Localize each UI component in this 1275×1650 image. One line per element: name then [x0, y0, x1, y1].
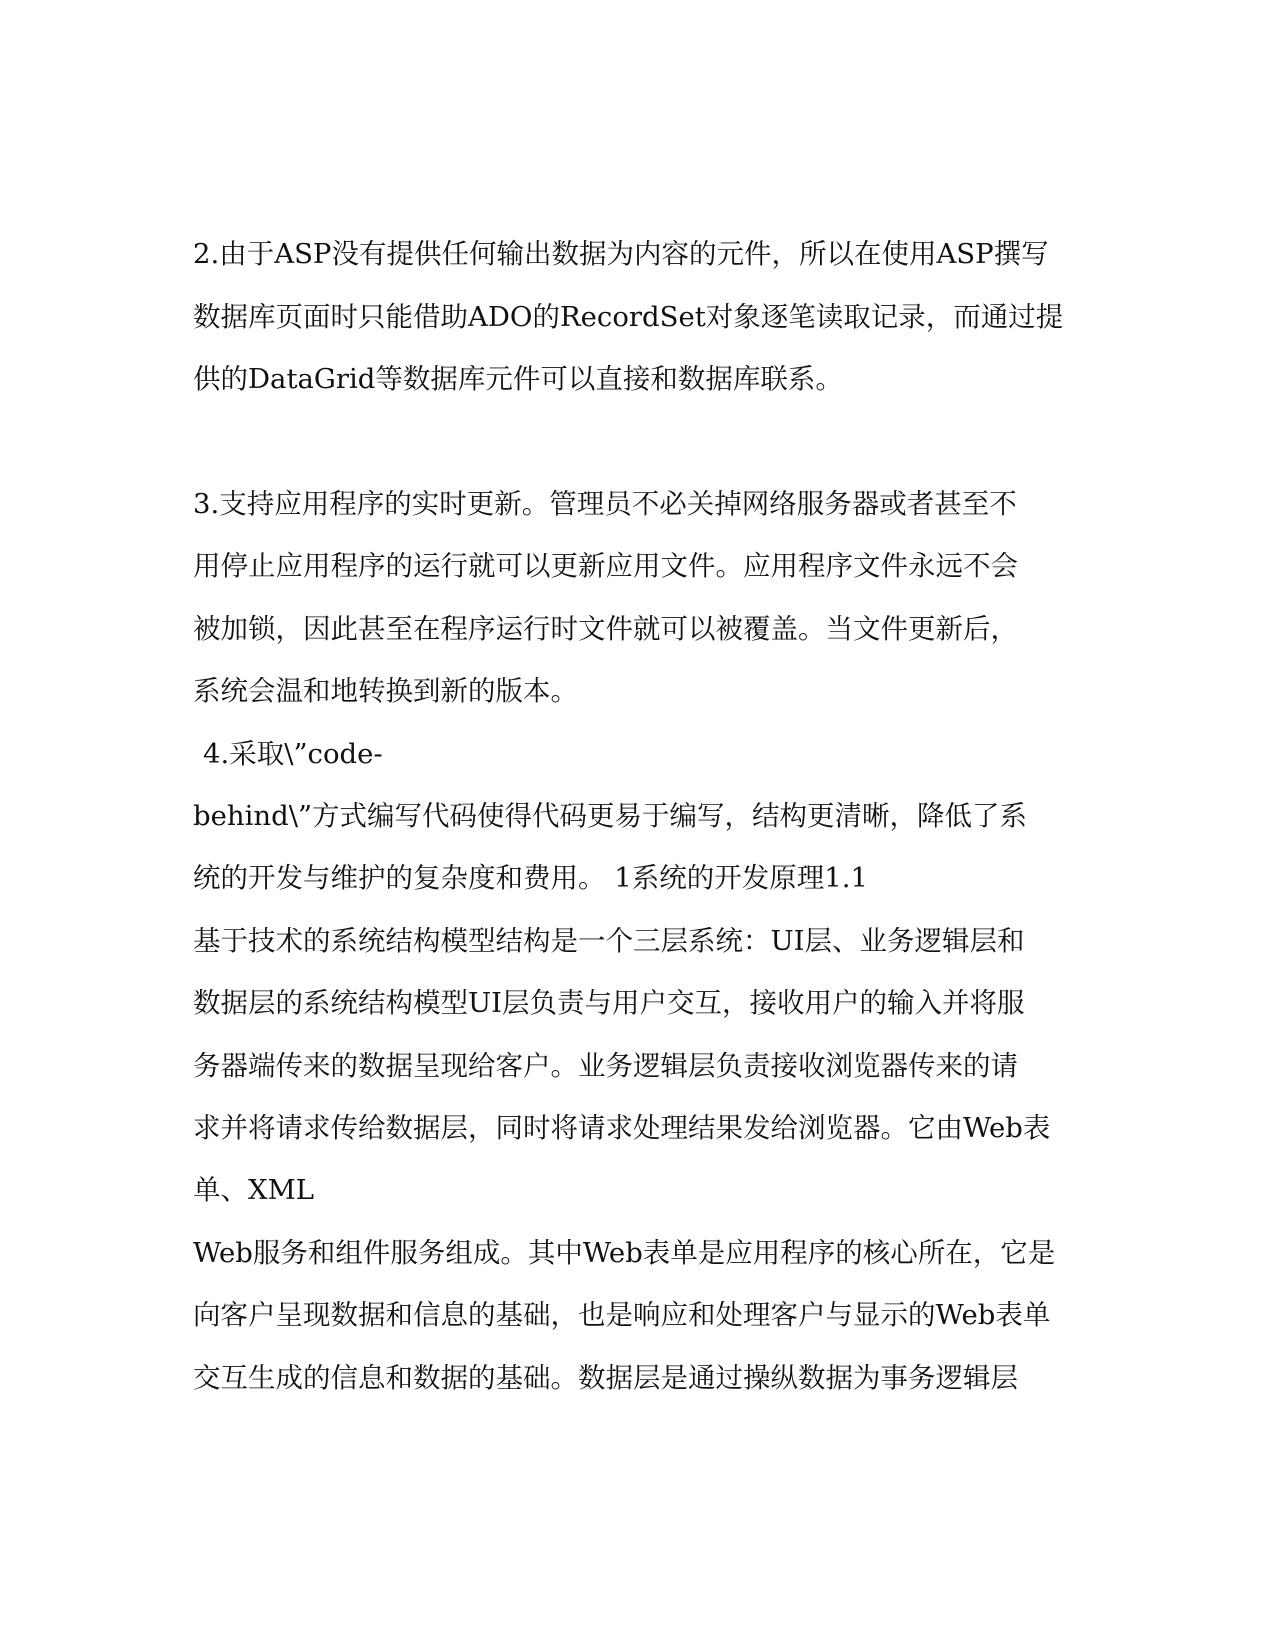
- paragraph-2-line-1: 2.由于ASP没有提供任何输出数据为内容的元件，所以在使用ASP撰写: [193, 238, 1049, 270]
- paragraph-5-line-4: 求并将请求传给数据层，同时将请求处理结果发给浏览器。它由Web表: [193, 1112, 1051, 1144]
- paragraph-5-line-2: 数据层的系统结构模型UI层负责与用户交互，接收用户的输入并将服: [193, 987, 1025, 1019]
- paragraph-3-line-4: 系统会温和地转换到新的版本。: [193, 675, 578, 707]
- paragraph-5-line-1: 基于技术的系统结构模型结构是一个三层系统：UI层、业务逻辑层和: [193, 925, 1025, 957]
- paragraph-4-line-3: 统的开发与维护的复杂度和费用。 1系统的开发原理1.1: [193, 862, 868, 894]
- paragraph-4-line-1: 4.采取\”code-: [203, 738, 383, 770]
- paragraph-2-line-3: 供的DataGrid等数据库元件可以直接和数据库联系。: [193, 363, 843, 395]
- paragraph-3-line-1: 3.支持应用程序的实时更新。管理员不必关掉网络服务器或者甚至不: [193, 488, 1017, 520]
- paragraph-6-line-1: Web服务和组件服务组成。其中Web表单是应用程序的核心所在，它是: [193, 1237, 1056, 1269]
- paragraph-5-line-5: 单、XML: [193, 1174, 314, 1206]
- paragraph-3-line-2: 用停止应用程序的运行就可以更新应用文件。应用程序文件永远不会: [193, 550, 1018, 582]
- paragraph-2-line-2: 数据库页面时只能借助ADO的RecordSet对象逐笔读取记录，而通过提: [193, 301, 1064, 333]
- paragraph-3-line-3: 被加锁，因此甚至在程序运行时文件就可以被覆盖。当文件更新后，: [193, 613, 1018, 645]
- paragraph-4-line-2: behind\”方式编写代码使得代码更易于编写，结构更清晰，降低了系: [193, 800, 1028, 832]
- paragraph-6-line-2: 向客户呈现数据和信息的基础，也是响应和处理客户与显示的Web表单: [193, 1299, 1051, 1331]
- paragraph-6-line-3: 交互生成的信息和数据的基础。数据层是通过操纵数据为事务逻辑层: [193, 1362, 1018, 1394]
- paragraph-5-line-3: 务器端传来的数据呈现给客户。业务逻辑层负责接收浏览器传来的请: [193, 1050, 1018, 1082]
